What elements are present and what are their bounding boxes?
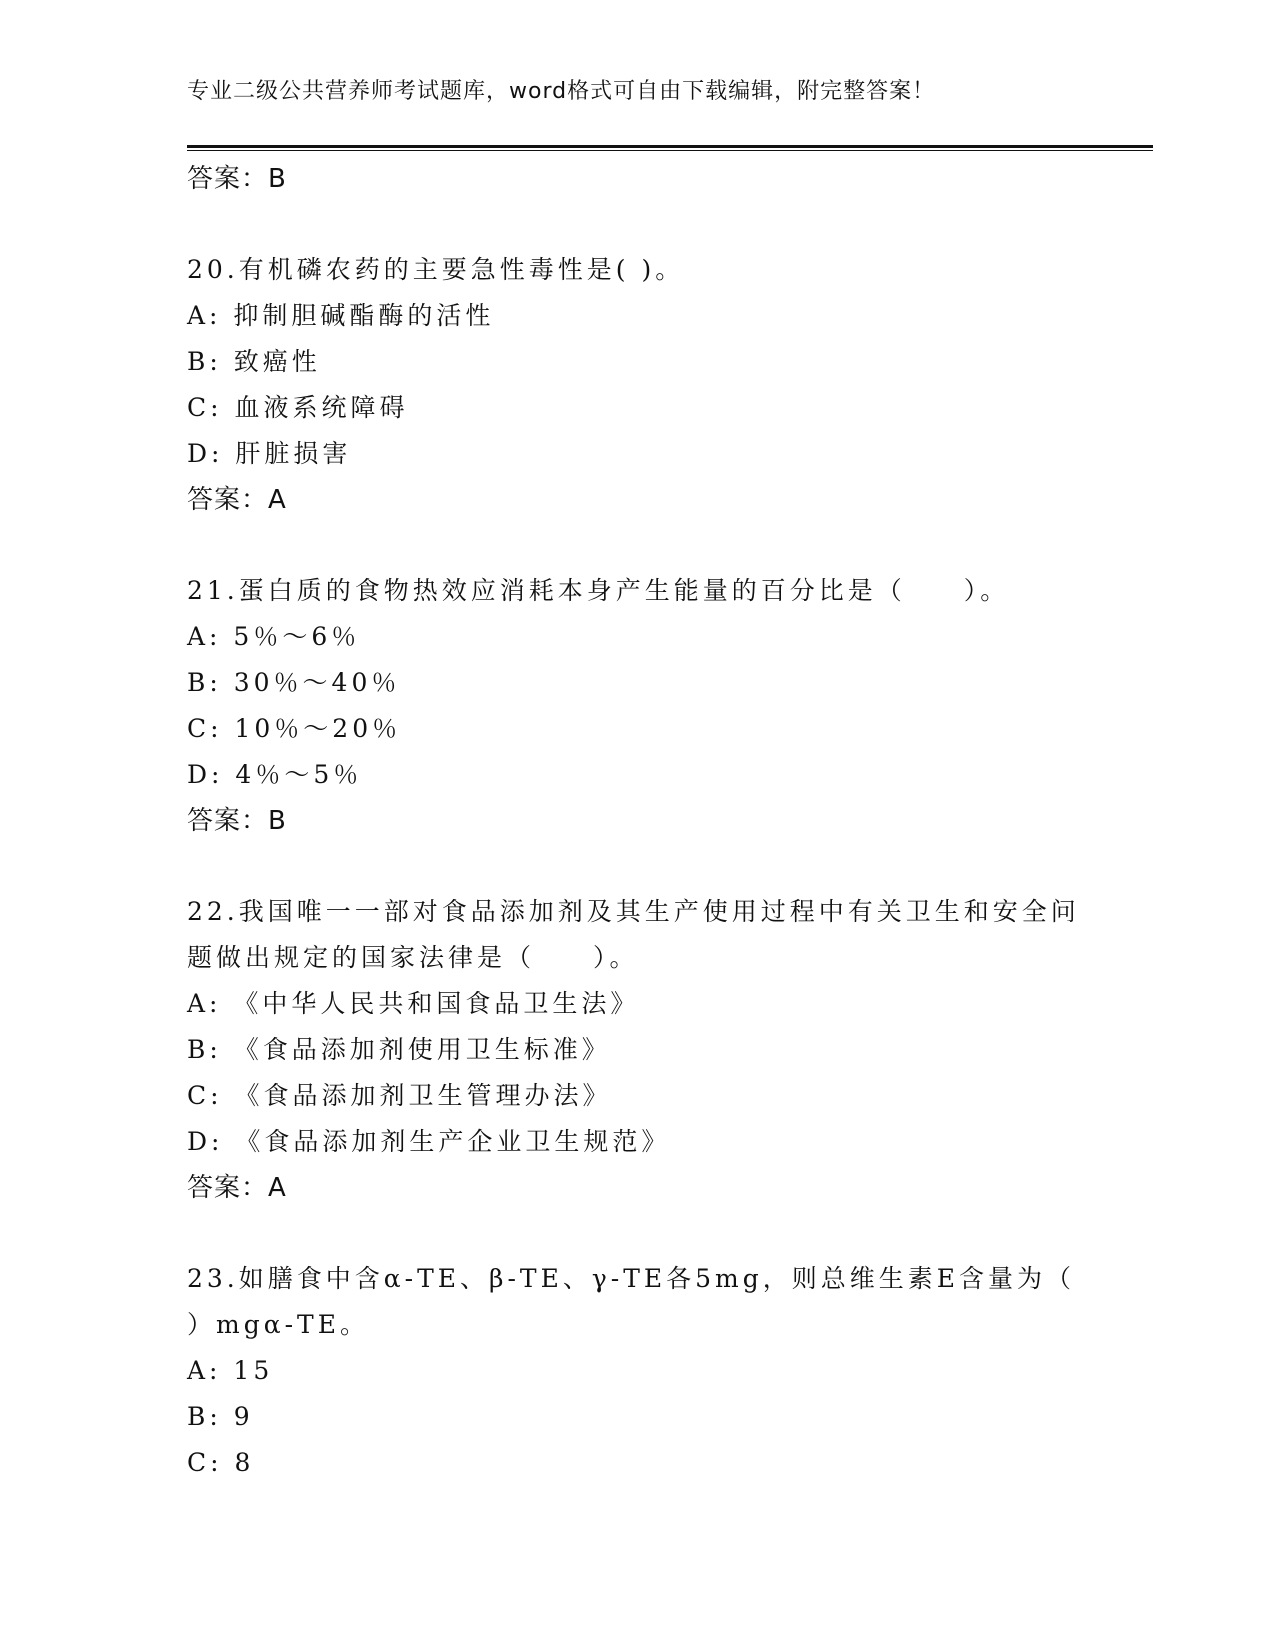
option-b: B: 致癌性 — [187, 347, 321, 376]
option-a: A: 5％～6％ — [187, 622, 361, 651]
spacer — [187, 202, 1087, 247]
option-b: B: 30％～40％ — [187, 668, 401, 697]
option-d: D: 《食品添加剂生产企业卫生规范》 — [187, 1127, 671, 1156]
page-header: 专业二级公共营养师考试题库，word格式可自由下载编辑，附完整答案！ — [187, 79, 936, 104]
option-d: D: 肝脏损害 — [187, 439, 352, 468]
option-a: A: 《中华人民共和国食品卫生法》 — [187, 989, 640, 1018]
header-divider — [187, 145, 1153, 151]
option-c: C: 8 — [187, 1448, 255, 1477]
option-a: A: 15 — [187, 1356, 274, 1385]
document-body — [187, 156, 1087, 1486]
question-text: 21.蛋白质的食物热效应消耗本身产生能量的百分比是（ ）。 — [187, 576, 1010, 605]
question-21 — [187, 568, 1087, 844]
option-c: C: 《食品添加剂卫生管理办法》 — [187, 1081, 612, 1110]
question-20 — [187, 247, 1087, 523]
option-c: C: 10％～20％ — [187, 714, 402, 743]
question-22 — [187, 889, 1087, 1211]
option-b: B: 9 — [187, 1402, 254, 1431]
option-d: D: 4％～5％ — [187, 760, 363, 789]
option-b: B: 《食品添加剂使用卫生标准》 — [187, 1035, 611, 1064]
spacer — [187, 1211, 1087, 1256]
question-23 — [187, 1256, 1087, 1486]
question-text: 22.我国唯一一部对食品添加剂及其生产使用过程中有关卫生和安全问题做出规定的国家法律是（ ）。 — [187, 897, 1080, 972]
question-text: 23.如膳食中含α-TE、β-TE、γ-TE各5mg，则总维生素E含量为（ ）mgα-TE。 — [187, 1264, 1076, 1339]
question-text: 20.有机磷农药的主要急性毒性是( )。 — [187, 255, 685, 284]
answer-21: 答案：B — [187, 806, 287, 836]
answer-22: 答案：A — [187, 1173, 287, 1203]
option-c: C: 血液系统障碍 — [187, 393, 409, 422]
answer-20: 答案：A — [187, 485, 287, 515]
answer-19: 答案：B — [187, 164, 287, 194]
spacer — [187, 844, 1087, 889]
option-a: A: 抑制胆碱酯酶的活性 — [187, 301, 495, 330]
spacer — [187, 523, 1087, 568]
